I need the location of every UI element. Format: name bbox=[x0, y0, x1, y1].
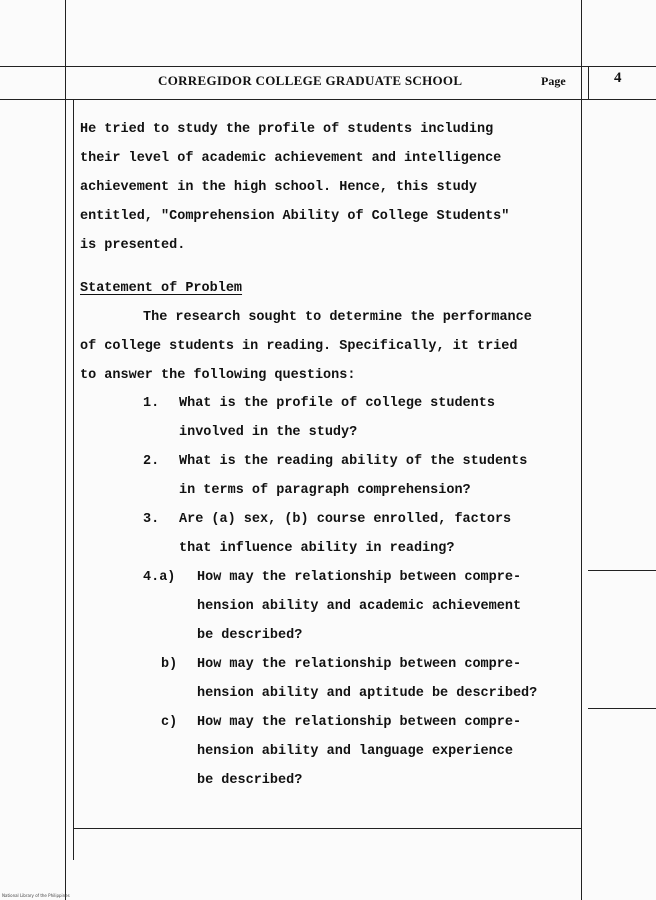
question-number: 1. bbox=[143, 396, 160, 411]
question-line: How may the relationship between compre- bbox=[197, 570, 522, 585]
header-top-rule bbox=[0, 66, 656, 67]
left-margin-rule bbox=[65, 0, 66, 900]
right-margin-rule bbox=[581, 0, 582, 900]
question-line: How may the relationship between compre- bbox=[197, 657, 522, 672]
intro-line: their level of academic achievement and intelligence bbox=[80, 151, 502, 166]
problem-line: The research sought to determine the performance bbox=[143, 310, 532, 325]
question-line: hension ability and academic achievement bbox=[197, 599, 522, 614]
right-tick-2 bbox=[588, 708, 656, 709]
question-number: 3. bbox=[143, 512, 160, 527]
intro-line: entitled, "Comprehension Ability of College Students" bbox=[80, 209, 510, 224]
question-number: c) bbox=[161, 715, 178, 730]
section-heading: Statement of Problem bbox=[80, 281, 243, 296]
intro-line: is presented. bbox=[80, 238, 186, 253]
page-box-rule bbox=[588, 66, 589, 100]
question-line: be described? bbox=[197, 773, 303, 788]
question-line: be described? bbox=[197, 628, 303, 643]
question-number: b) bbox=[161, 657, 178, 672]
question-number: 2. bbox=[143, 454, 160, 469]
intro-line: He tried to study the profile of students including bbox=[80, 122, 494, 137]
question-line: Are (a) sex, (b) course enrolled, factors bbox=[179, 512, 512, 527]
header-page-label: Page bbox=[541, 74, 566, 88]
intro-line: achievement in the high school. Hence, this study bbox=[80, 180, 477, 195]
header-title: CORREGIDOR COLLEGE GRADUATE SCHOOL bbox=[158, 73, 463, 88]
footer-note: National Library of the Philippines bbox=[2, 893, 70, 898]
question-line: in terms of paragraph comprehension? bbox=[179, 483, 471, 498]
question-line: that influence ability in reading? bbox=[179, 541, 455, 556]
inner-left-rule bbox=[73, 100, 74, 860]
bottom-rule bbox=[73, 828, 581, 829]
problem-line: of college students in reading. Specifically, it tried bbox=[80, 339, 518, 354]
header-bottom-rule bbox=[0, 99, 656, 100]
question-line: How may the relationship between compre- bbox=[197, 715, 522, 730]
question-line: hension ability and language experience bbox=[197, 744, 513, 759]
header-page-number: 4 bbox=[614, 70, 622, 86]
question-line: hension ability and aptitude be described? bbox=[197, 686, 538, 701]
question-number: 4.a) bbox=[143, 570, 176, 585]
question-line: involved in the study? bbox=[179, 425, 358, 440]
right-tick-1 bbox=[588, 570, 656, 571]
problem-line: to answer the following questions: bbox=[80, 368, 356, 383]
question-line: What is the reading ability of the students bbox=[179, 454, 528, 469]
question-line: What is the profile of college students bbox=[179, 396, 495, 411]
